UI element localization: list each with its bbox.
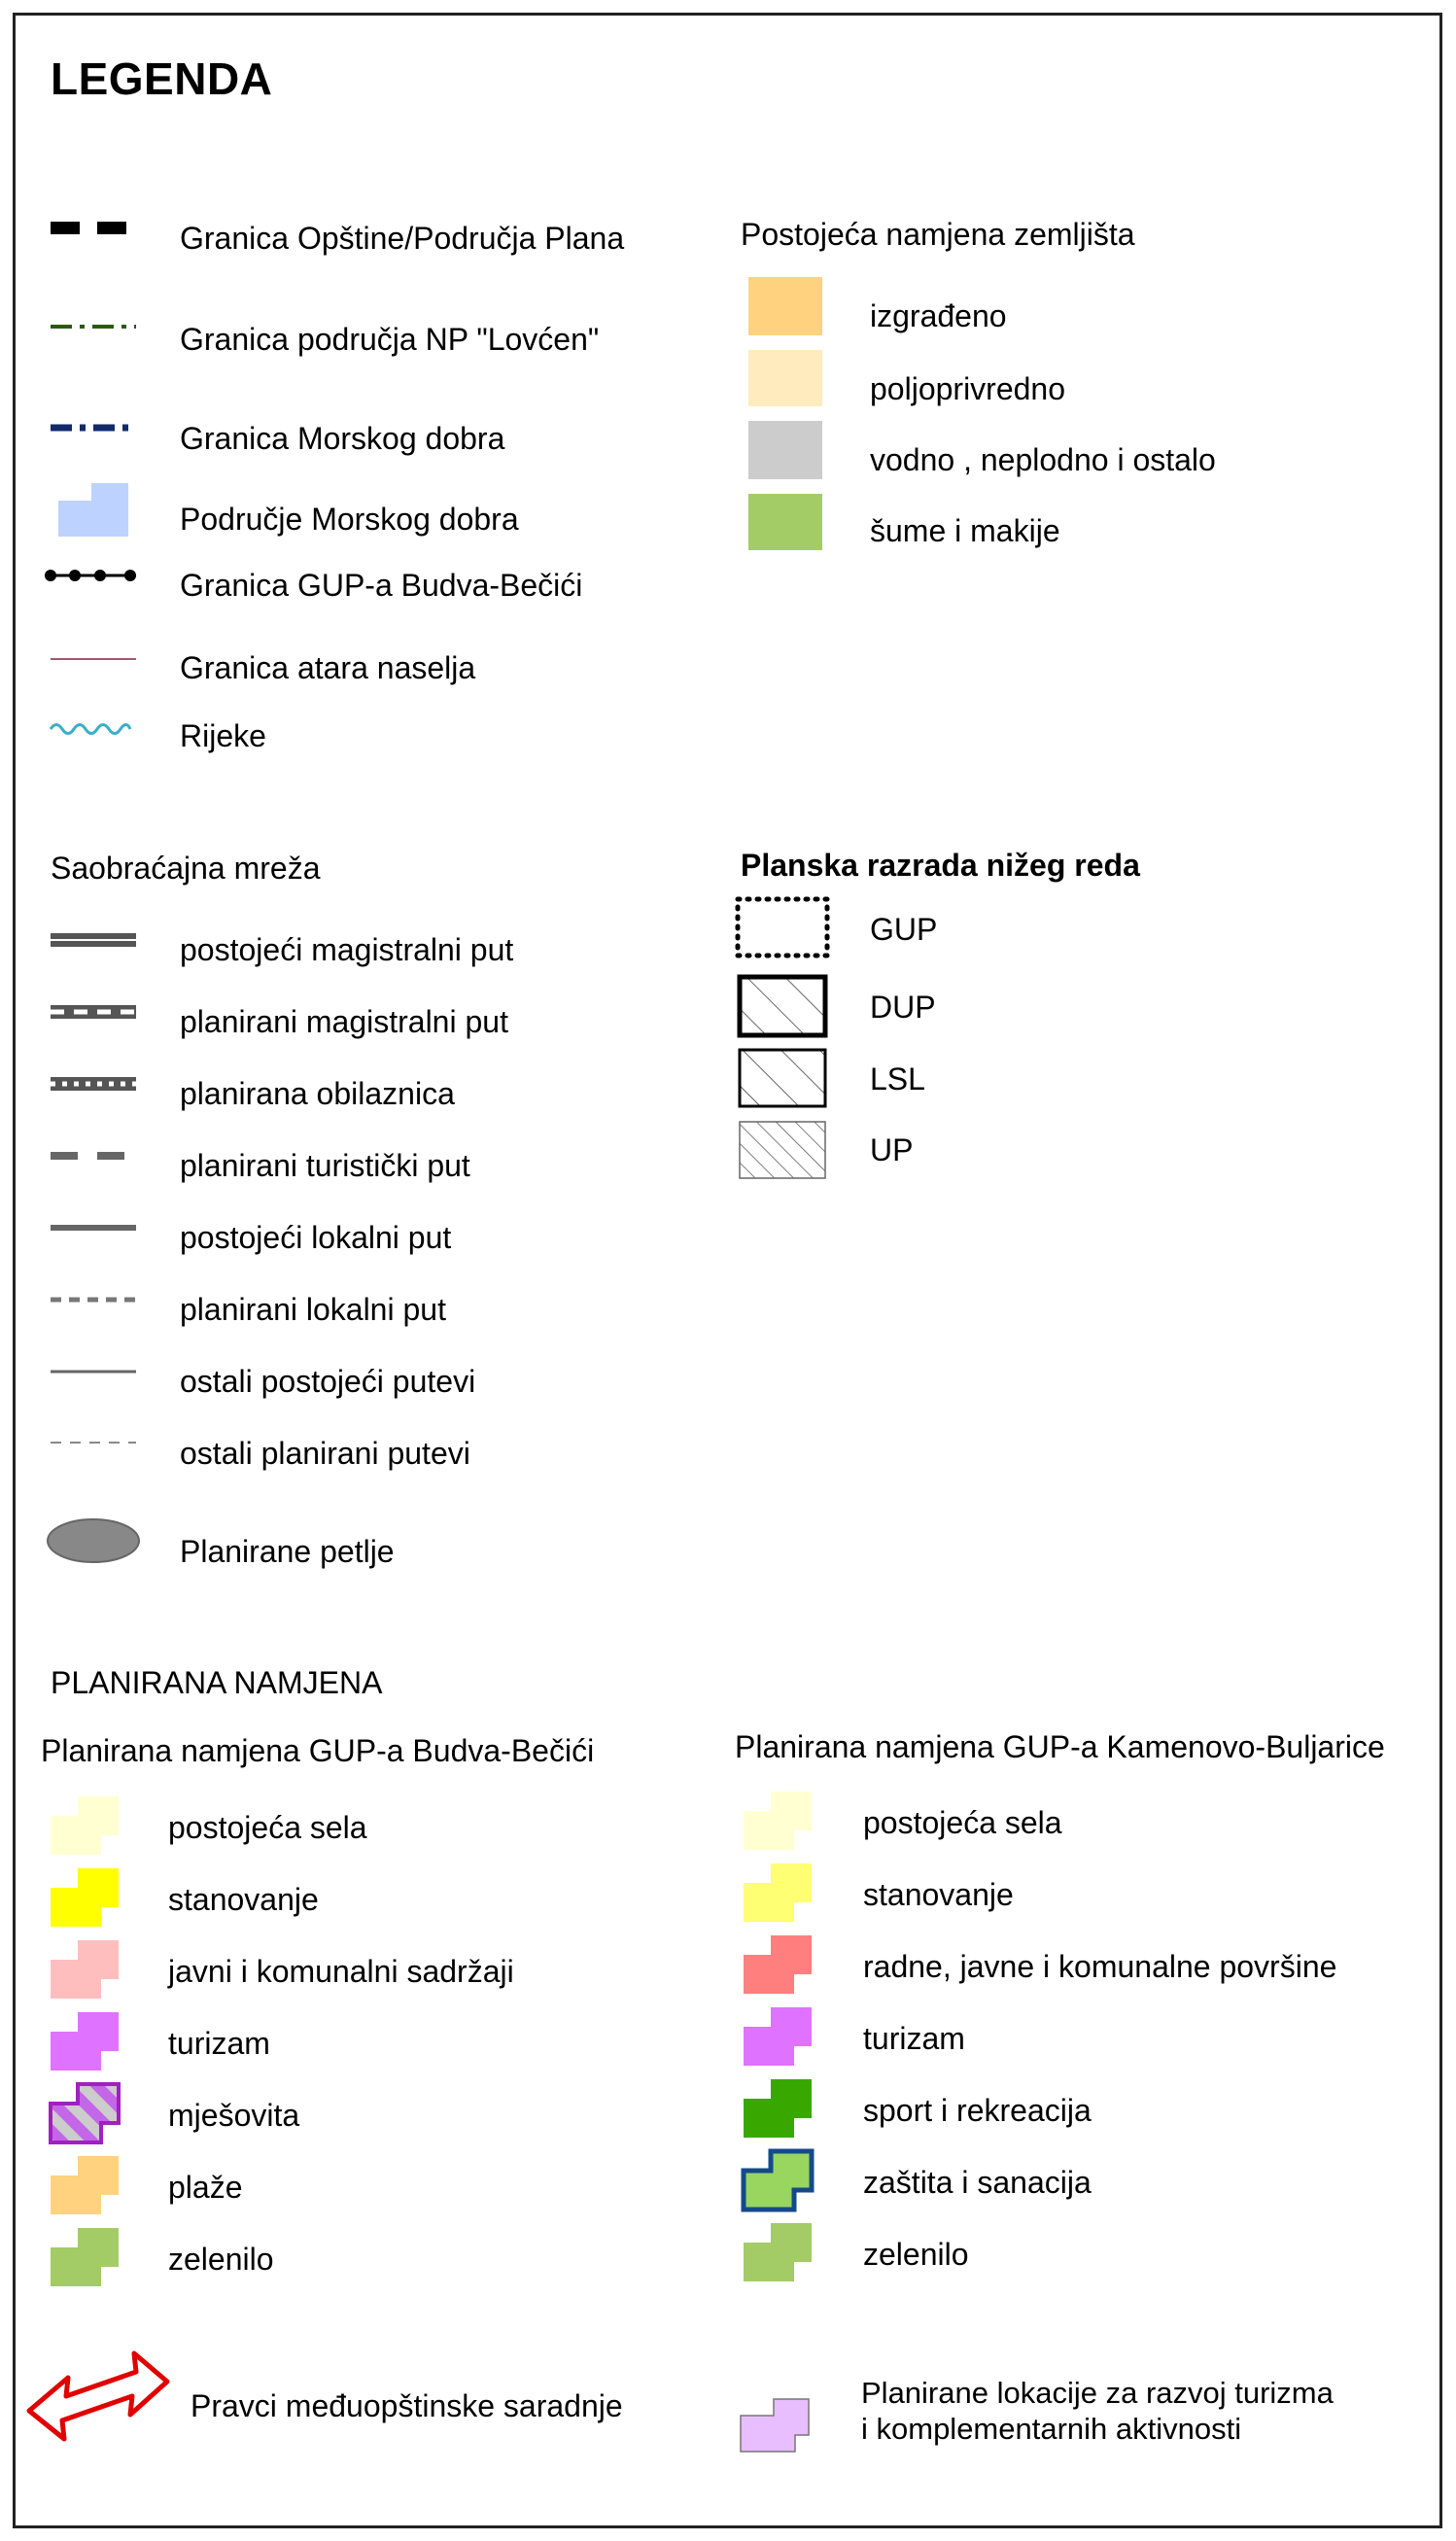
kamenovo-swatch-0	[744, 1792, 812, 1850]
planned-use-heading: PLANIRANA NAMJENA	[51, 1665, 383, 1700]
kamenovo-swatch-4	[744, 2079, 812, 2138]
label-tourism-locations-line1: Planirane lokacije za razvoj turizma	[861, 2376, 1334, 2410]
label-municipality-boundary: Granica Opštine/Područja Plana	[180, 221, 625, 256]
lower-order-planning-heading: Planska razrada nižeg reda	[741, 848, 1140, 883]
traffic-heading: Saobraćajna mreža	[51, 851, 321, 886]
budva-swatch-1	[51, 1868, 119, 1927]
swatch-izgradjeno	[748, 277, 822, 335]
budva-label-6: zelenilo	[168, 2242, 274, 2277]
municipality-boundary-dashed-icon	[51, 222, 126, 234]
double-arrow-icon	[29, 2353, 167, 2439]
kamenovo-swatch-5	[744, 2151, 812, 2210]
kamenovo-label-4: sport i rekreacija	[863, 2093, 1092, 2128]
tourism-location-swatch-icon	[741, 2399, 809, 2452]
label-planned-local-road: planirani lokalni put	[180, 1292, 446, 1327]
legend-title: LEGENDA	[51, 53, 273, 104]
budva-label-4: mješovita	[168, 2098, 300, 2133]
budva-swatch-2	[51, 1940, 119, 1999]
label-lsl: LSL	[870, 1062, 925, 1096]
label-existing-main-road: postojeći magistralni put	[180, 932, 514, 967]
lsl-hatched-box-icon	[740, 1050, 825, 1106]
label-np-lovcen-boundary: Granica područja NP "Lovćen"	[180, 322, 600, 357]
budva-swatch-5	[51, 2156, 119, 2214]
budva-planned-use-heading: Planirana namjena GUP-a Budva-Bečići	[41, 1733, 595, 1768]
existing-land-use-heading: Postojeća namjena zemljišta	[741, 217, 1135, 252]
planned-bypass-icon	[51, 1077, 136, 1091]
kamenovo-label-6: zelenilo	[863, 2237, 969, 2272]
label-sume-makije: šume i makije	[870, 513, 1060, 548]
budva-label-1: stanovanje	[168, 1882, 319, 1917]
planned-interchange-ellipse-icon	[48, 1519, 139, 1562]
label-other-planned-roads: ostali planirani putevi	[180, 1436, 470, 1471]
kamenovo-label-0: postojeća sela	[863, 1805, 1062, 1840]
planned-main-road-icon	[51, 1005, 136, 1019]
label-vodno-neplodno: vodno , neplodno i ostalo	[870, 442, 1216, 477]
gup-dotted-box-icon	[738, 899, 827, 956]
label-rivers: Rijeke	[180, 718, 266, 753]
label-tourism-locations-line2: i komplementarnih aktivnosti	[861, 2412, 1242, 2446]
label-dup: DUP	[870, 990, 936, 1025]
budva-label-0: postojeća sela	[168, 1810, 367, 1845]
budva-swatch-6	[51, 2228, 119, 2286]
label-planned-bypass: planirana obilaznica	[180, 1076, 455, 1111]
river-wave-icon	[51, 725, 130, 734]
kamenovo-swatch-1	[744, 1863, 812, 1922]
label-planned-interchanges: Planirane petlje	[180, 1534, 395, 1569]
budva-label-5: plaže	[168, 2170, 243, 2205]
kamenovo-swatch-6	[744, 2223, 812, 2281]
label-intermunicipal-cooperation: Pravci međuopštinske saradnje	[191, 2388, 623, 2423]
kamenovo-planned-use-heading: Planirana namjena GUP-a Kamenovo-Buljarice	[735, 1729, 1385, 1764]
label-marine-domain-area: Područje Morskog dobra	[180, 502, 519, 537]
budva-swatch-4	[51, 2084, 119, 2142]
label-poljoprivredno: poljoprivredno	[870, 371, 1066, 406]
label-planned-tourist-road: planirani turistički put	[180, 1148, 470, 1183]
kamenovo-swatch-3	[744, 2007, 812, 2066]
dup-hatched-box-icon	[740, 977, 825, 1035]
gup-boundary-dotted-line-icon	[45, 570, 136, 581]
budva-swatch-0	[51, 1796, 119, 1855]
up-hatched-box-icon	[740, 1122, 825, 1178]
existing-main-road-icon	[51, 933, 136, 947]
budva-label-2: javni i komunalni sadržaji	[168, 1954, 514, 1989]
label-izgradjeno: izgrađeno	[870, 298, 1007, 333]
label-other-existing-roads: ostali postojeći putevi	[180, 1364, 476, 1399]
swatch-poljoprivredno	[748, 350, 822, 406]
kamenovo-label-5: zaštita i sanacija	[863, 2165, 1092, 2200]
budva-swatch-3	[51, 2012, 119, 2071]
kamenovo-label-1: stanovanje	[863, 1877, 1014, 1912]
label-gup: GUP	[870, 912, 938, 947]
label-planned-main-road: planirani magistralni put	[180, 1004, 508, 1039]
label-existing-local-road: postojeći lokalni put	[180, 1220, 452, 1255]
kamenovo-swatch-2	[744, 1935, 812, 1994]
budva-label-3: turizam	[168, 2026, 270, 2061]
marine-domain-area-icon	[58, 483, 128, 537]
swatch-sume-makije	[748, 494, 822, 550]
label-gup-boundary: Granica GUP-a Budva-Bečići	[180, 568, 583, 603]
label-marine-domain-boundary: Granica Morskog dobra	[180, 421, 505, 456]
kamenovo-label-2: radne, javne i komunalne površine	[863, 1949, 1337, 1984]
label-up: UP	[870, 1132, 914, 1167]
label-settlement-boundary: Granica atara naselja	[180, 650, 476, 685]
kamenovo-label-3: turizam	[863, 2021, 965, 2056]
swatch-vodno-neplodno	[748, 421, 822, 479]
